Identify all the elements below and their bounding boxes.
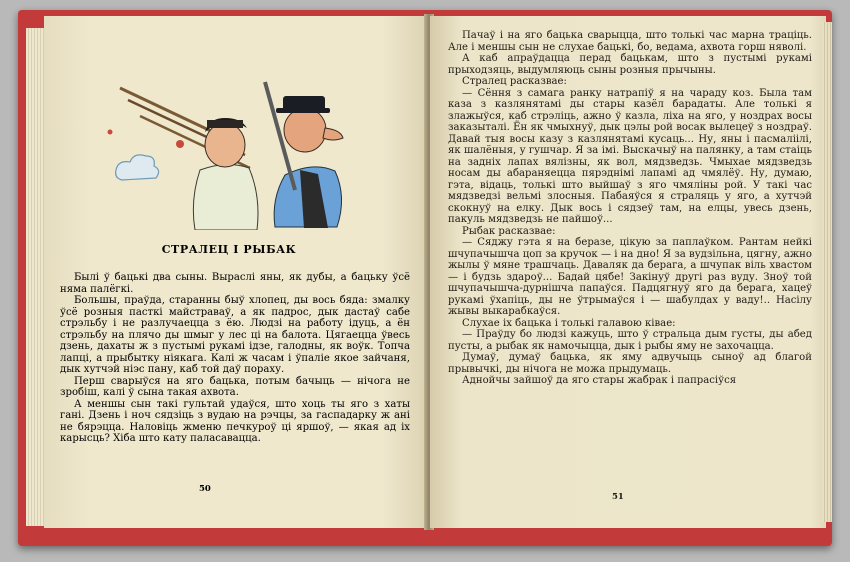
paragraph: — Сяджу гэта я на беразе, цікую за паплаўком. Рантам нейкі шчупачышча цоп за кручок — і на дно! Я за вудзільна, цягну, ажно жылы ў мяне трашчаць. Даваляк да берага, а шчупак віль хвастом — і будзь здароў... Бадай цябе! Закінуў другі раз вуду. Зноў той шчупачышча-дурнішча папаўся. Падцягнуў яго да берага, хацеў рукамі ўхапіць, ды не ўтрымаўся і — шабулдах у ваду!.. Насілу жывы выкарабкаўся. (448, 237, 812, 317)
page-number-left: 50 (199, 484, 211, 494)
paragraph: Пачаў і на яго бацька сварыцца, што толькі час марна траціць. Але і меншы сын не слухае бацькі, бо, ведама, ахвота горш няволі. (448, 30, 812, 53)
hunter-and-fisherman-illustration (80, 70, 380, 230)
paragraph: Слухае іх бацька і толькі галавою ківае: (462, 317, 676, 329)
paragraph: Большы, праўда, старанны быў хлопец, ды вось бяда: змалку ўсё розныя пасткі майстраваў, а як падрос, дык дастаў сабе стрэльбу і не разлучаецца з ёю. Людзі на работу ідуць, а ён стрэльбу на плячо ды шмыг у лес ці на балота. Цягаецца ўвесь дзень, дахаты ж з пустымі рукамі ідзе, галодны, як воўк. Топча лапці, а прыбытку ніякага. Калі ж часам і ўпаліе якое зайчаня, дык хутчэй ніэс пану, каб той даў пораху. (60, 295, 410, 375)
right-page-text (448, 30, 812, 387)
paragraph: А каб апраўдацца перад бацькам, што з пустымі рукамі прыходзяць, выдумляюць сыны розныя прычыны. (448, 53, 812, 76)
paragraph: Былі ў бацькі два сыны. Выраслі яны, як дубы, а бацьку ўсё няма палёгкі. (60, 272, 410, 295)
paragraph: Перш сварыўся на яго бацька, потым бачыць — нічога не зробіш, калі ў сына такая ахвота. (60, 375, 410, 398)
chapter-title: СТРАЛЕЦ І РЫБАК (161, 243, 297, 256)
paragraph: Стралец расказвае: (462, 76, 567, 87)
left-page-text (60, 272, 410, 445)
paragraph: Думаў, думаў бацька, як яму адвучыць сыноў ад благой прывычкі, ды нічога не можа прыдумаць. (448, 352, 812, 375)
paragraph: — Праўду бо людзі кажуць, што ў стральца дым густы, ды абед пусты, а рыбак як намочыцца, дык і рыбы яму не захочацца. (448, 329, 812, 352)
right-page-content (430, 16, 826, 528)
page-number-right: 51 (612, 492, 624, 502)
paragraph: Аднойчы зайшоў да яго стары жабрак і папрасіўся (462, 375, 737, 386)
paragraph: Рыбак расказвае: (462, 225, 556, 237)
paragraph: А меншы сын такі гультай удаўся, што хоць ты яго з хаты гані. Дзень і ноч сядзіць з вудаю на рэчцы, за гаспадарку ж ані не бярэцца. Наловіць жменю печкуроў ці яршоў, — якая ад іх карысць? Хіба што кату паласавацца. (60, 398, 410, 444)
paragraph: — Сёння з самага ранку натрапіў я на чараду коз. Была там каза з казлянятамі ды стары казёл барадаты. Але толькі я злажыўся, каб стрэліць, ажно ў казла, ліха на яго, у ноздрах восы заказыталі. Ён як чмыхнуў, дык цэлы рой восак вылецеў з ноздраў. Давай тыя восы казу з казлянятамі кусаць... Ну, яны і пасмаліілі, як шалёныя, у гушчар. Я за імі. Выскачыў на палянку, а там стаіць на задніх лапах вялізны, як вол, мядзведзь. Чмыхае мядзведзь носам ды абараняецца пярэднімі лапамі ад чмялёў. Ну, думаю, гэта, відаць, толькі што выйшаў з яго чмяліны рой. У такі час мядзведзі вельмі злосныя. Пабаяўся я страляць у яго, а хутчэй скокнуў на елку. Дык вось і сядзеў там, на елцы, увесь дзень, пакуль мядзведзь не пайшоў... (448, 87, 812, 225)
